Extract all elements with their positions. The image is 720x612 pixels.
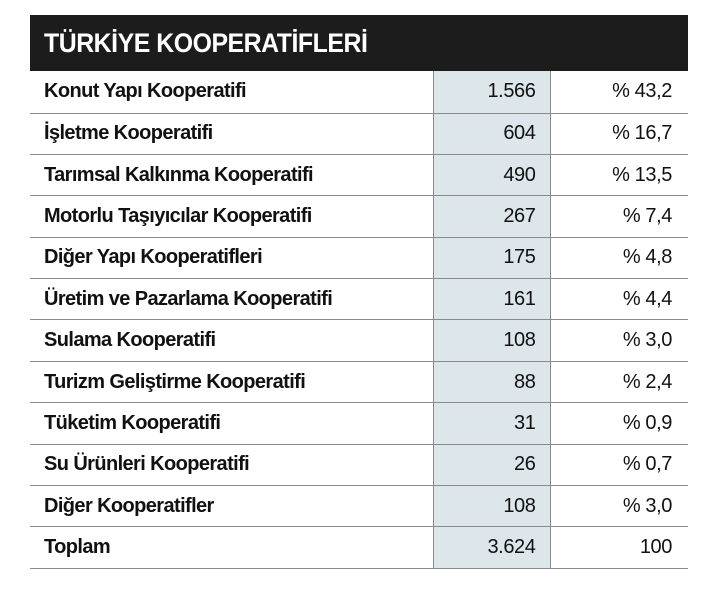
cooperative-percent-text: % 4,8 bbox=[622, 246, 672, 269]
cooperative-name-cell bbox=[30, 71, 433, 113]
cooperative-name-text: Motorlu Taşıyıcılar Kooperatifi bbox=[44, 204, 312, 227]
cooperative-count-cell bbox=[433, 320, 550, 361]
table-row bbox=[30, 320, 688, 361]
table-row bbox=[30, 361, 688, 402]
cooperative-count-cell bbox=[433, 279, 550, 320]
cooperative-count-cell bbox=[433, 196, 550, 237]
table-row bbox=[30, 486, 688, 527]
cooperative-percent-text: % 4,4 bbox=[622, 287, 672, 310]
cooperative-percent-text: % 7,4 bbox=[622, 204, 672, 227]
cooperative-count-cell bbox=[433, 71, 550, 113]
cooperative-name-text: Diğer Kooperatifler bbox=[44, 494, 214, 517]
cooperative-name-cell bbox=[30, 154, 433, 195]
cooperatives-table bbox=[30, 15, 688, 569]
cooperative-count-cell bbox=[433, 361, 550, 402]
cooperative-percent-text: % 3,0 bbox=[622, 494, 672, 517]
cooperative-name-text: Turizm Geliştirme Kooperatifi bbox=[44, 370, 306, 393]
cooperative-percent-text: % 0,7 bbox=[622, 453, 672, 476]
cooperative-percent-cell bbox=[550, 196, 688, 237]
table-row bbox=[30, 154, 688, 195]
table-row bbox=[30, 237, 688, 278]
cooperative-percent-text: % 13,5 bbox=[612, 163, 672, 186]
cooperative-name-cell bbox=[30, 444, 433, 485]
cooperative-name-text: Konut Yapı Kooperatifi bbox=[44, 80, 246, 103]
cooperative-name-cell bbox=[30, 279, 433, 320]
cooperative-count-text: 108 bbox=[503, 494, 536, 517]
cooperative-percent-cell bbox=[550, 403, 688, 444]
cooperative-count-text: 161 bbox=[503, 287, 536, 310]
cooperative-count-text: 31 bbox=[514, 411, 536, 434]
cooperative-name-cell bbox=[30, 361, 433, 402]
cooperative-percent-cell bbox=[550, 113, 688, 154]
cooperative-count-text: 267 bbox=[503, 204, 536, 227]
cooperative-name-cell bbox=[30, 486, 433, 527]
cooperative-name-cell bbox=[30, 113, 433, 154]
table-row bbox=[30, 279, 688, 320]
cooperative-percent-text: 100 bbox=[639, 536, 672, 559]
cooperative-percent-cell bbox=[550, 71, 688, 113]
cooperative-name-text: Toplam bbox=[44, 536, 111, 559]
cooperative-percent-text: % 43,2 bbox=[612, 80, 672, 103]
cooperative-name-text: Diğer Yapı Kooperatifleri bbox=[44, 246, 263, 269]
cooperative-count-text: 108 bbox=[503, 329, 536, 352]
cooperative-percent-text: % 16,7 bbox=[612, 122, 672, 145]
cooperative-count-cell bbox=[433, 113, 550, 154]
table-row bbox=[30, 527, 688, 568]
cooperative-count-text: 1.566 bbox=[487, 80, 536, 103]
cooperative-name-cell bbox=[30, 527, 433, 568]
cooperative-count-text: 26 bbox=[514, 453, 536, 476]
cooperative-count-cell bbox=[433, 154, 550, 195]
table-row bbox=[30, 403, 688, 444]
cooperative-name-cell bbox=[30, 196, 433, 237]
cooperative-count-cell bbox=[433, 486, 550, 527]
cooperative-count-text: 175 bbox=[503, 246, 536, 269]
table-row bbox=[30, 71, 688, 113]
cooperative-percent-cell bbox=[550, 361, 688, 402]
cooperative-count-cell bbox=[433, 403, 550, 444]
table-row bbox=[30, 113, 688, 154]
cooperative-count-cell bbox=[433, 237, 550, 278]
cooperative-percent-cell bbox=[550, 320, 688, 361]
cooperative-name-text: Su Ürünleri Kooperatifi bbox=[44, 453, 250, 476]
cooperative-name-text: Üretim ve Pazarlama Kooperatifi bbox=[44, 287, 333, 310]
cooperative-percent-text: % 2,4 bbox=[622, 370, 672, 393]
cooperative-count-cell bbox=[433, 527, 550, 568]
cooperative-name-text: Tüketim Kooperatifi bbox=[44, 411, 221, 434]
cooperative-percent-cell bbox=[550, 527, 688, 568]
table-row bbox=[30, 444, 688, 485]
table-title: TÜRKİYE KOOPERATİFLERİ bbox=[44, 27, 368, 58]
table-title-bar bbox=[30, 15, 688, 71]
cooperative-count-text: 490 bbox=[503, 163, 536, 186]
cooperative-percent-text: % 3,0 bbox=[622, 329, 672, 352]
cooperative-name-text: İşletme Kooperatifi bbox=[44, 122, 213, 145]
cooperative-count-text: 88 bbox=[514, 370, 536, 393]
cooperative-percent-cell bbox=[550, 154, 688, 195]
table-row bbox=[30, 196, 688, 237]
cooperative-percent-cell bbox=[550, 237, 688, 278]
cooperative-count-text: 604 bbox=[503, 122, 536, 145]
cooperative-percent-cell bbox=[550, 444, 688, 485]
cooperative-name-cell bbox=[30, 320, 433, 361]
cooperative-percent-cell bbox=[550, 486, 688, 527]
cooperative-name-text: Tarımsal Kalkınma Kooperatifi bbox=[44, 163, 313, 186]
cooperative-percent-text: % 0,9 bbox=[622, 411, 672, 434]
cooperative-count-text: 3.624 bbox=[487, 536, 536, 559]
cooperative-name-text: Sulama Kooperatifi bbox=[44, 329, 216, 352]
cooperative-name-cell bbox=[30, 403, 433, 444]
cooperative-count-cell bbox=[433, 444, 550, 485]
cooperative-percent-cell bbox=[550, 279, 688, 320]
cooperative-name-cell bbox=[30, 237, 433, 278]
cooperatives-data-table bbox=[30, 71, 688, 569]
